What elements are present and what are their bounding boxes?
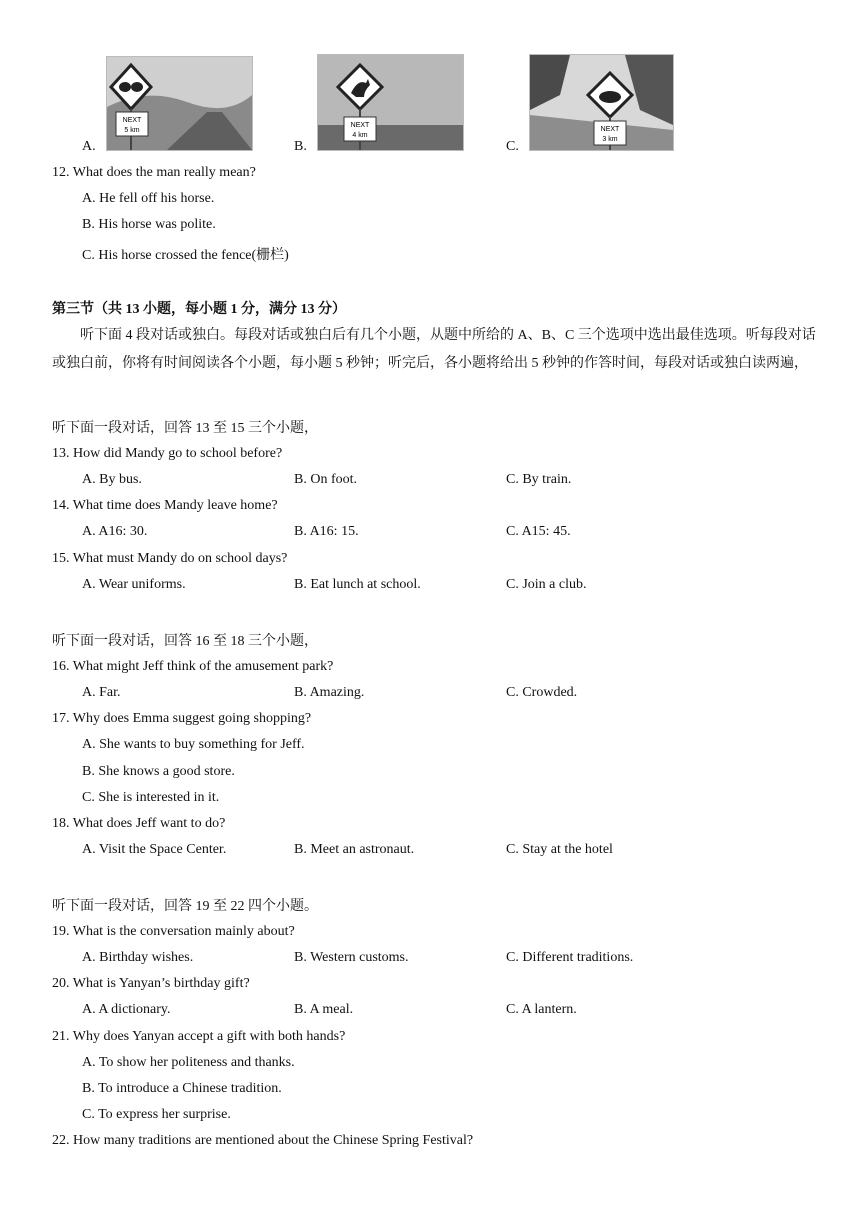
q14-option-b[interactable]: B. A16: 15. xyxy=(294,524,359,539)
q21-option-a[interactable]: A. To show her politeness and thanks. xyxy=(82,1055,295,1070)
q18-option-a[interactable]: A. Visit the Space Center. xyxy=(82,842,227,857)
q12-option-a[interactable]: A. He fell off his horse. xyxy=(82,191,215,206)
q17-option-a[interactable]: A. She wants to buy something for Jeff. xyxy=(82,737,305,752)
section-title: 第三节（共 13 小题，每小题 1 分，满分 13 分） xyxy=(52,302,346,317)
q19-option-b[interactable]: B. Western customs. xyxy=(294,950,409,965)
q17-option-c[interactable]: C. She is interested in it. xyxy=(82,790,220,805)
q17-option-b[interactable]: B. She knows a good store. xyxy=(82,764,235,779)
question-21: 21. Why does Yanyan accept a gift with both hands? xyxy=(52,1029,346,1044)
question-14: 14. What time does Mandy leave home? xyxy=(52,498,278,513)
q15-option-c[interactable]: C. Join a club. xyxy=(506,577,587,592)
option-a-label: A. xyxy=(82,139,96,154)
q19-option-a[interactable]: A. Birthday wishes. xyxy=(82,950,194,965)
q21-option-c[interactable]: C. To express her surprise. xyxy=(82,1107,231,1122)
instructions-text: 听下面 4 段对话或独白。每段对话或独白后有几个小题，从题中所给的 A、B、C 三个选项中选出最佳选项。听每段对话或独白前，你将有时间阅读各个小题，每小题 5 秒钟；听完后，各小题将给出 5 秒钟的作答时间，每段对话或独白读两遍， xyxy=(52,328,816,371)
q20-option-b[interactable]: B. A meal. xyxy=(294,1002,354,1017)
q20-option-c[interactable]: C. A lantern. xyxy=(506,1002,577,1017)
dialog3-intro: 听下面一段对话，回答 19 至 22 四个小题。 xyxy=(52,899,318,914)
q16-option-c[interactable]: C. Crowded. xyxy=(506,685,578,700)
dialog1-intro: 听下面一段对话，回答 13 至 15 三个小题， xyxy=(52,421,318,436)
bear-sign-picture xyxy=(529,54,674,151)
q15-option-a[interactable]: A. Wear uniforms. xyxy=(82,577,186,592)
q12-option-c[interactable]: C. His horse crossed the fence(栅栏) xyxy=(82,248,289,263)
q16-option-a[interactable]: A. Far. xyxy=(82,685,121,700)
question-16: 16. What might Jeff think of the amusement park? xyxy=(52,659,334,674)
q20-option-a[interactable]: A. A dictionary. xyxy=(82,1002,171,1017)
sign-distance-text: 3 km xyxy=(602,136,618,143)
q18-option-c[interactable]: C. Stay at the hotel xyxy=(506,842,613,857)
dialog2-intro: 听下面一段对话，回答 16 至 18 三个小题， xyxy=(52,634,318,649)
q12-option-b[interactable]: B. His horse was polite. xyxy=(82,217,216,232)
q21-option-b[interactable]: B. To introduce a Chinese tradition. xyxy=(82,1081,282,1096)
q16-option-b[interactable]: B. Amazing. xyxy=(294,685,365,700)
elephant-sign-picture xyxy=(106,56,253,151)
question-12: 12. What does the man really mean? xyxy=(52,165,256,180)
section-instructions xyxy=(52,322,822,378)
sign-next-text: NEXT xyxy=(350,122,370,129)
option-c-label: C. xyxy=(506,139,519,154)
q13-option-c[interactable]: C. By train. xyxy=(506,472,572,487)
question-15: 15. What must Mandy do on school days? xyxy=(52,551,288,566)
q13-option-a[interactable]: A. By bus. xyxy=(82,472,142,487)
sign-next-text: NEXT xyxy=(600,126,620,133)
q18-option-b[interactable]: B. Meet an astronaut. xyxy=(294,842,415,857)
kangaroo-sign-picture xyxy=(317,54,464,151)
q13-option-b[interactable]: B. On foot. xyxy=(294,472,357,487)
sign-distance-text: 4 km xyxy=(352,132,368,139)
question-17: 17. Why does Emma suggest going shopping? xyxy=(52,711,312,726)
question-18: 18. What does Jeff want to do? xyxy=(52,816,226,831)
q14-option-a[interactable]: A. A16: 30. xyxy=(82,524,148,539)
q19-option-c[interactable]: C. Different traditions. xyxy=(506,950,634,965)
question-20: 20. What is Yanyan’s birthday gift? xyxy=(52,976,250,991)
option-b-label: B. xyxy=(294,139,307,154)
question-22: 22. How many traditions are mentioned about the Chinese Spring Festival? xyxy=(52,1133,474,1148)
sign-distance-text: 5 km xyxy=(124,127,140,134)
q15-option-b[interactable]: B. Eat lunch at school. xyxy=(294,577,421,592)
question-19: 19. What is the conversation mainly about? xyxy=(52,924,295,939)
q14-option-c[interactable]: C. A15: 45. xyxy=(506,524,571,539)
sign-next-text: NEXT xyxy=(122,117,142,124)
question-13: 13. How did Mandy go to school before? xyxy=(52,446,283,461)
